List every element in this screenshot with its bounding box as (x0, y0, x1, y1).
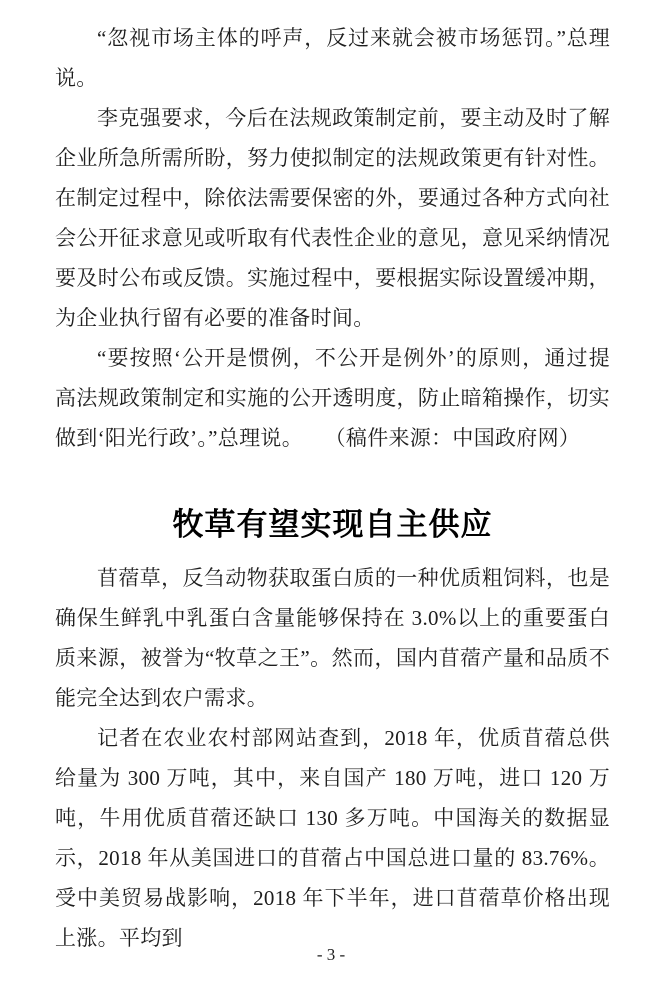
paragraph: 苜蓿草，反刍动物获取蛋白质的一种优质粗饲料，也是确保生鲜乳中乳蛋白含量能够保持在 3.0%以上的重要蛋白质来源，被誉为“牧草之王”。然而，国内苜蓿产量和品质不能完全达到农户需求。 (55, 566, 610, 710)
paragraph: 记者在农业农村部网站查到，2018 年，优质苜蓿总供给量为 300 万吨，其中，来自国产 180 万吨，进口 120 万吨，牛用优质苜蓿还缺口 130 多万吨。中国海关的数据显示，2018 年从美国进口的苜蓿占中国总进口量的 83.76%。受中美贸易战影响，2018 年下半年，进口苜蓿草价格出现上涨。平均到 (55, 726, 610, 950)
page-content (55, 18, 610, 958)
paragraph: “要按照‘公开是惯例，不公开是例外’的原则，通过提高法规政策制定和实施的公开透明度，防止暗箱操作，切实做到‘阳光行政’。”总理说。 （稿件来源：中国政府网） (55, 346, 610, 450)
article-forage-supply (55, 506, 610, 958)
page-number: - 3 - (316, 945, 346, 964)
article-title: 牧草有望实现自主供应 (172, 507, 493, 542)
paragraph: 李克强要求，今后在法规政策制定前，要主动及时了解企业所急所需所盼，努力使拟制定的法规政策更有针对性。在制定过程中，除依法需要保密的外，要通过各种方式向社会公开征求意见或听取有代表性企业的意见，意见采纳情况要及时公布或反馈。实施过程中，要根据实际设置缓冲期，为企业执行留有必要的准备时间。 (55, 106, 610, 330)
article-government-policy (55, 18, 610, 458)
paragraph: “忽视市场主体的呼声，反过来就会被市场惩罚。”总理说。 (55, 26, 610, 90)
